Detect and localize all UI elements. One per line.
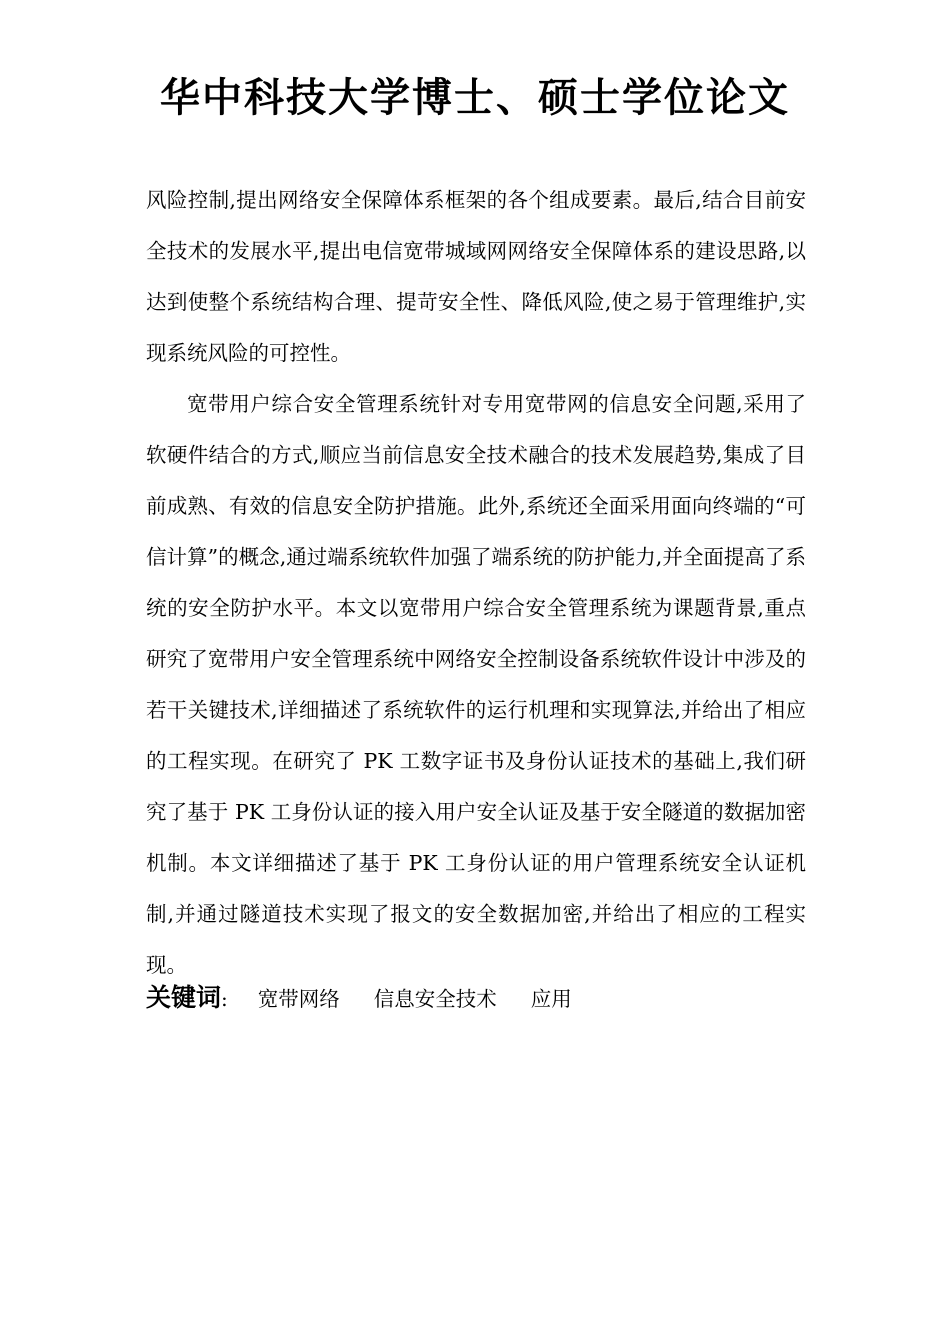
keywords-colon: : [221, 987, 228, 1011]
keyword-item: 应用 [530, 987, 572, 1011]
keywords-line [146, 978, 806, 1018]
paragraph-continuation: 风险控制,提出网络安全保障体系框架的各个组成要素。最后,结合目前安全技术的发展水平,提出电信宽带城域网网络安全保障体系的建设思路,以达到使整个系统结构合理、提苛安全性、降低风险,使之易于管理维护,实现系统风险的可控性。 [146, 188, 806, 365]
keywords-label: 关键词 [146, 983, 222, 1012]
keyword-item: 宽带网络 [257, 987, 340, 1011]
page-header-title: 华中科技大学博士、硕士学位论文 [160, 74, 790, 121]
keyword-item: 信息安全技术 [373, 987, 497, 1011]
paragraph-main: 宽带用户综合安全管理系统针对专用宽带网的信息安全问题,采用了软硬件结合的方式,顺应当前信息安全技术融合的技术发展趋势,集成了目前成熟、有效的信息安全防护措施。此外,系统还全面采用面向终端的“可信计算”的概念,通过端系统软件加强了端系统的防护能力,并全面提高了系统的安全防护水平。本文以宽带用户综合安全管理系统为课题背景,重点研究了宽带用户安全管理系统中网络安全控制设备系统软件设计中涉及的若干关键技术,详细描述了系统软件的运行机理和实现算法,并给出了相应的工程实现。在研究了 PK 工数字证书及身份认证技术的基础上,我们研究了基于 PK 工身份认证的接入用户安全认证及基于安全隧道的数据加密机制。本文详细描述了基于 PK 工身份认证的用户管理系统安全认证机制,并通过隧道技术实现了报文的安全数据加密,并给出了相应的工程实现。 [146, 392, 806, 977]
body-text [146, 175, 806, 991]
